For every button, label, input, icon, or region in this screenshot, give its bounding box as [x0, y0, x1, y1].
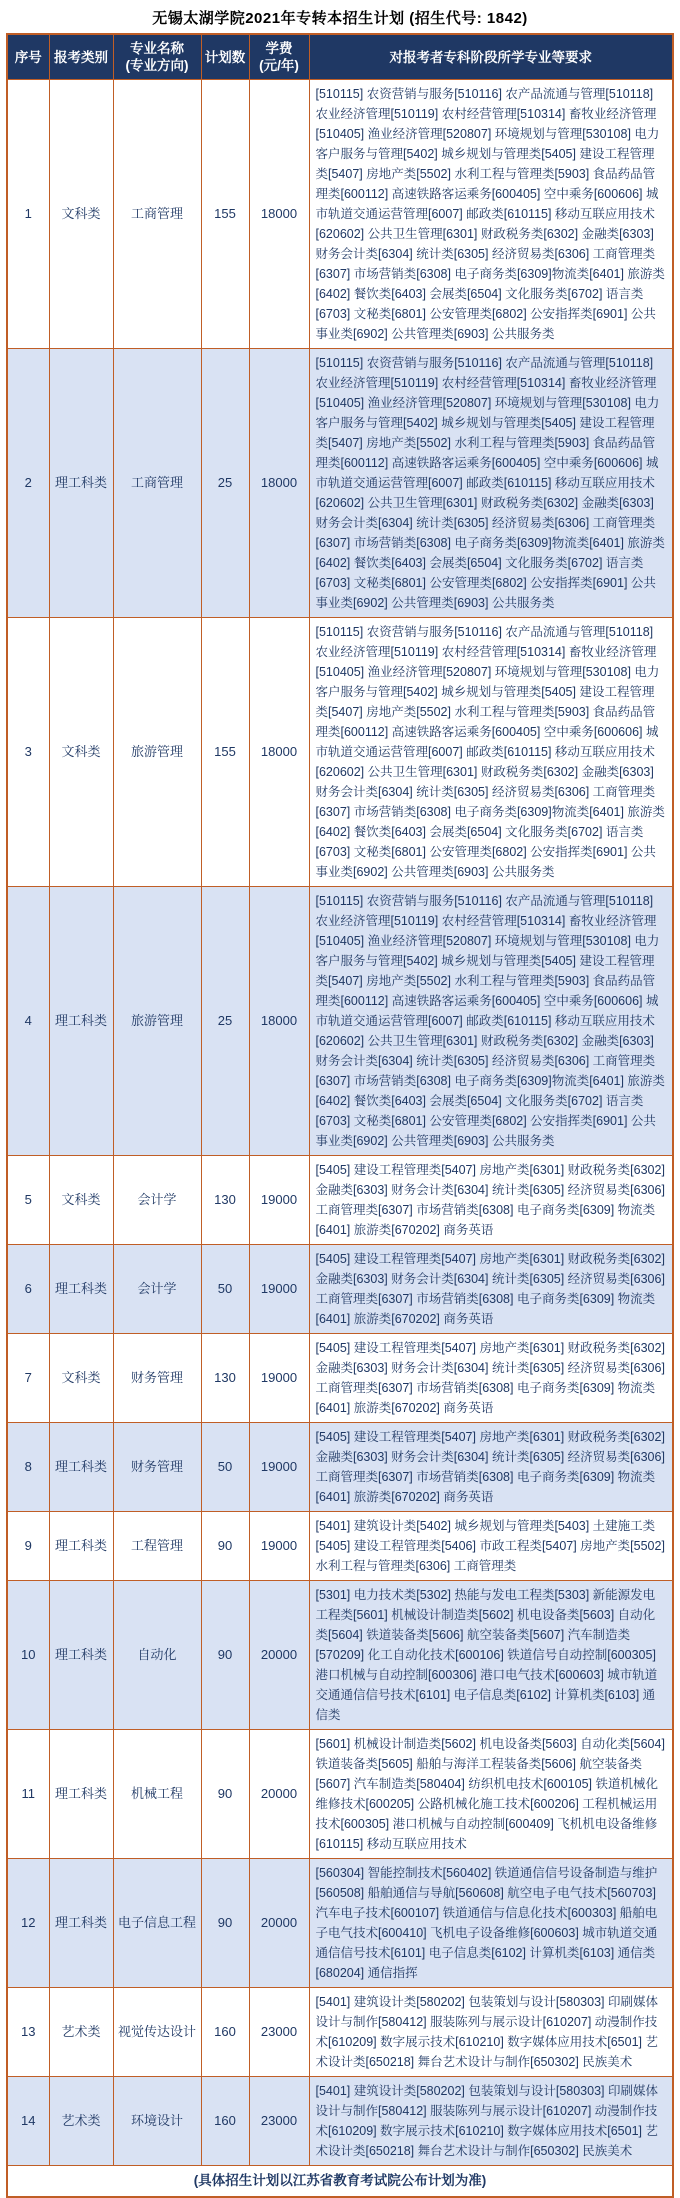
tuition-cell: 18000 [249, 80, 309, 349]
tuition-cell: 18000 [249, 618, 309, 887]
table-row [7, 618, 673, 887]
tuition-cell: 19000 [249, 1156, 309, 1245]
requirements-cell: [510115] 农资营销与服务[510116] 农产品流通与管理[510118] 农业经济管理[510119] 农村经营管理[510314] 畜牧业经济管理[510405] 渔业经济管理[520807] 环境规划与管理[530108] 电力客户服务与管理[5402] 城乡规划与管理类[5405] 建设工程管理类[5407] 房地产类[5502] 水利工程与管理类[5903] 食品药品管理类[600112] 高速铁路客运乘务[600405] 空中乘务[600606] 城市轨道交通运营管理[6007] 邮政类[610115] 移动互联应用技术[620602] 公共卫生管理[6301] 财政税务类[6302] 金融类[6303] 财务会计类[6304] 统计类[6305] 经济贸易类[6306] 工商管理类[6307] 市场营销类[6308] 电子商务类[6309]物流类[6401] 旅游类[6402] 餐饮类[6403] 会展类[6504] 文化服务类[6702] 语言类[6703] 文秘类[6801] 公安管理类[6802] 公安指挥类[6901] 公共事业类[6902] 公共管理类[6903] 公共服务类 [309, 618, 673, 887]
plan-count-cell: 155 [201, 618, 249, 887]
header-no: 序号 [7, 34, 49, 80]
plan-count-cell: 130 [201, 1334, 249, 1423]
major-cell: 机械工程 [113, 1730, 201, 1859]
header-plan: 计划数 [201, 34, 249, 80]
row-number: 10 [7, 1581, 49, 1730]
requirements-cell: [510115] 农资营销与服务[510116] 农产品流通与管理[510118] 农业经济管理[510119] 农村经营管理[510314] 畜牧业经济管理[510405] 渔业经济管理[520807] 环境规划与管理[530108] 电力客户服务与管理[5402] 城乡规划与管理类[5405] 建设工程管理类[5407] 房地产类[5502] 水利工程与管理类[5903] 食品药品管理类[600112] 高速铁路客运乘务[600405] 空中乘务[600606] 城市轨道交通运营管理[6007] 邮政类[610115] 移动互联应用技术[620602] 公共卫生管理[6301] 财政税务类[6302] 金融类[6303] 财务会计类[6304] 统计类[6305] 经济贸易类[6306] 工商管理类[6307] 市场营销类[6308] 电子商务类[6309]物流类[6401] 旅游类[6402] 餐饮类[6403] 会展类[6504] 文化服务类[6702] 语言类[6703] 文秘类[6801] 公安管理类[6802] 公安指挥类[6901] 公共事业类[6902] 公共管理类[6903] 公共服务类 [309, 887, 673, 1156]
row-number: 13 [7, 1988, 49, 2077]
table-row [7, 1156, 673, 1245]
row-number: 9 [7, 1512, 49, 1581]
requirements-cell: [5601] 机械设计制造类[5602] 机电设备类[5603] 自动化类[5604] 铁道装备类[5605] 船舶与海洋工程装备类[5606] 航空装备类[5607] 汽车制造类[580404] 纺织机电技术[600105] 铁道机械化维修技术[600205] 公路机械化施工技术[600206] 工程机械运用技术[600305] 港口机械与自动控制[600409] 飞机机电设备维修[610115] 移动互联应用技术 [309, 1730, 673, 1859]
requirements-cell: [510115] 农资营销与服务[510116] 农产品流通与管理[510118] 农业经济管理[510119] 农村经营管理[510314] 畜牧业经济管理[510405] 渔业经济管理[520807] 环境规划与管理[530108] 电力客户服务与管理[5402] 城乡规划与管理类[5405] 建设工程管理类[5407] 房地产类[5502] 水利工程与管理类[5903] 食品药品管理类[600112] 高速铁路客运乘务[600405] 空中乘务[600606] 城市轨道交通运营管理[6007] 邮政类[610115] 移动互联应用技术[620602] 公共卫生管理[6301] 财政税务类[6302] 金融类[6303] 财务会计类[6304] 统计类[6305] 经济贸易类[6306] 工商管理类[6307] 市场营销类[6308] 电子商务类[6309]物流类[6401] 旅游类[6402] 餐饮类[6403] 会展类[6504] 文化服务类[6702] 语言类[6703] 文秘类[6801] 公安管理类[6802] 公安指挥类[6901] 公共事业类[6902] 公共管理类[6903] 公共服务类 [309, 349, 673, 618]
tuition-cell: 18000 [249, 349, 309, 618]
plan-count-cell: 50 [201, 1423, 249, 1512]
table-row [7, 1581, 673, 1730]
major-cell: 视觉传达设计 [113, 1988, 201, 2077]
tuition-cell: 23000 [249, 1988, 309, 2077]
plan-count-cell: 155 [201, 80, 249, 349]
header-major-line2: (专业方向) [125, 58, 189, 73]
table-row [7, 1334, 673, 1423]
major-cell: 财务管理 [113, 1334, 201, 1423]
table-row [7, 1423, 673, 1512]
major-cell: 工商管理 [113, 80, 201, 349]
row-number: 12 [7, 1859, 49, 1988]
row-number: 8 [7, 1423, 49, 1512]
tuition-cell: 20000 [249, 1730, 309, 1859]
row-number: 1 [7, 80, 49, 349]
category-cell: 艺术类 [49, 1988, 113, 2077]
tuition-cell: 20000 [249, 1581, 309, 1730]
tuition-cell: 19000 [249, 1334, 309, 1423]
major-cell: 会计学 [113, 1156, 201, 1245]
table-row [7, 80, 673, 349]
category-cell: 理工科类 [49, 887, 113, 1156]
requirements-cell: [5405] 建设工程管理类[5407] 房地产类[6301] 财政税务类[6302] 金融类[6303] 财务会计类[6304] 统计类[6305] 经济贸易类[6306] 工商管理类[6307] 市场营销类[6308] 电子商务类[6309] 物流类[6401] 旅游类[670202] 商务英语 [309, 1423, 673, 1512]
table-row [7, 1245, 673, 1334]
requirements-cell: [5401] 建筑设计类[5402] 城乡规划与管理类[5403] 土建施工类[5405] 建设工程管理类[5406] 市政工程类[5407] 房地产类[5502] 水利工程与管理类[6306] 工商管理类 [309, 1512, 673, 1581]
header-tuition [249, 34, 309, 80]
plan-count-cell: 25 [201, 887, 249, 1156]
row-number: 4 [7, 887, 49, 1156]
row-number: 11 [7, 1730, 49, 1859]
plan-count-cell: 25 [201, 349, 249, 618]
row-number: 2 [7, 349, 49, 618]
row-number: 7 [7, 1334, 49, 1423]
category-cell: 理工科类 [49, 349, 113, 618]
requirements-cell: [5401] 建筑设计类[580202] 包装策划与设计[580303] 印刷媒体设计与制作[580412] 服装陈列与展示设计[610207] 动漫制作技术[610209] 数字展示技术[610210] 数字媒体应用技术[6501] 艺术设计类[650218] 舞台艺术设计与制作[650302] 民族美术 [309, 2077, 673, 2166]
major-cell: 电子信息工程 [113, 1859, 201, 1988]
requirements-cell: [5405] 建设工程管理类[5407] 房地产类[6301] 财政税务类[6302] 金融类[6303] 财务会计类[6304] 统计类[6305] 经济贸易类[6306] 工商管理类[6307] 市场营销类[6308] 电子商务类[6309] 物流类[6401] 旅游类[670202] 商务英语 [309, 1156, 673, 1245]
table-row [7, 1512, 673, 1581]
header-requirements: 对报考者专科阶段所学专业等要求 [309, 34, 673, 80]
tuition-cell: 19000 [249, 1245, 309, 1334]
row-number: 6 [7, 1245, 49, 1334]
category-cell: 文科类 [49, 80, 113, 349]
header-major-line1: 专业名称 [130, 41, 184, 56]
table-row [7, 1859, 673, 1988]
row-number: 5 [7, 1156, 49, 1245]
header-tuition-line1: 学费 [265, 41, 293, 56]
footer-row [7, 2166, 673, 2198]
major-cell: 工程管理 [113, 1512, 201, 1581]
category-cell: 理工科类 [49, 1859, 113, 1988]
plan-count-cell: 90 [201, 1730, 249, 1859]
row-number: 14 [7, 2077, 49, 2166]
category-cell: 文科类 [49, 1334, 113, 1423]
category-cell: 理工科类 [49, 1581, 113, 1730]
tuition-cell: 19000 [249, 1512, 309, 1581]
plan-count-cell: 90 [201, 1859, 249, 1988]
tuition-cell: 19000 [249, 1423, 309, 1512]
table-row [7, 1988, 673, 2077]
category-cell: 艺术类 [49, 2077, 113, 2166]
major-cell: 环境设计 [113, 2077, 201, 2166]
plan-count-cell: 90 [201, 1581, 249, 1730]
major-cell: 会计学 [113, 1245, 201, 1334]
plan-count-cell: 160 [201, 1988, 249, 2077]
category-cell: 理工科类 [49, 1512, 113, 1581]
footer-note: (具体招生计划以江苏省教育考试院公布计划为准) [7, 2166, 673, 2198]
plan-count-cell: 90 [201, 1512, 249, 1581]
requirements-cell: [560304] 智能控制技术[560402] 铁道通信信号设备制造与维护[560508] 船舶通信与导航[560608] 航空电子电气技术[560703] 汽车电子技术[600107] 铁道通信与信息化技术[600303] 船舶电子电气技术[600410] 飞机电子设备维修[600603] 城市轨道交通通信信号技术[6101] 电子信息类[6102] 计算机类[6103] 通信类[680204] 通信指挥 [309, 1859, 673, 1988]
table-row [7, 887, 673, 1156]
header-row [7, 34, 673, 80]
major-cell: 旅游管理 [113, 618, 201, 887]
category-cell: 理工科类 [49, 1730, 113, 1859]
major-cell: 工商管理 [113, 349, 201, 618]
plan-count-cell: 130 [201, 1156, 249, 1245]
category-cell: 文科类 [49, 1156, 113, 1245]
requirements-cell: [5401] 建筑设计类[580202] 包装策划与设计[580303] 印刷媒体设计与制作[580412] 服装陈列与展示设计[610207] 动漫制作技术[610209] 数字展示技术[610210] 数字媒体应用技术[6501] 艺术设计类[650218] 舞台艺术设计与制作[650302] 民族美术 [309, 1988, 673, 2077]
requirements-cell: [5405] 建设工程管理类[5407] 房地产类[6301] 财政税务类[6302] 金融类[6303] 财务会计类[6304] 统计类[6305] 经济贸易类[6306] 工商管理类[6307] 市场营销类[6308] 电子商务类[6309] 物流类[6401] 旅游类[670202] 商务英语 [309, 1245, 673, 1334]
table-row [7, 2077, 673, 2166]
requirements-cell: [5405] 建设工程管理类[5407] 房地产类[6301] 财政税务类[6302] 金融类[6303] 财务会计类[6304] 统计类[6305] 经济贸易类[6306] 工商管理类[6307] 市场营销类[6308] 电子商务类[6309] 物流类[6401] 旅游类[670202] 商务英语 [309, 1334, 673, 1423]
category-cell: 理工科类 [49, 1245, 113, 1334]
header-category: 报考类别 [49, 34, 113, 80]
tuition-cell: 18000 [249, 887, 309, 1156]
category-cell: 理工科类 [49, 1423, 113, 1512]
table-row [7, 1730, 673, 1859]
page-title: 无锡太湖学院2021年专转本招生计划 (招生代号: 1842) [152, 10, 528, 27]
requirements-cell: [510115] 农资营销与服务[510116] 农产品流通与管理[510118] 农业经济管理[510119] 农村经营管理[510314] 畜牧业经济管理[510405] 渔业经济管理[520807] 环境规划与管理[530108] 电力客户服务与管理[5402] 城乡规划与管理类[5405] 建设工程管理类[5407] 房地产类[5502] 水利工程与管理类[5903] 食品药品管理类[600112] 高速铁路客运乘务[600405] 空中乘务[600606] 城市轨道交通运营管理[6007] 邮政类[610115] 移动互联应用技术[620602] 公共卫生管理[6301] 财政税务类[6302] 金融类[6303] 财务会计类[6304] 统计类[6305] 经济贸易类[6306] 工商管理类[6307] 市场营销类[6308] 电子商务类[6309]物流类[6401] 旅游类[6402] 餐饮类[6403] 会展类[6504] 文化服务类[6702] 语言类[6703] 文秘类[6801] 公安管理类[6802] 公安指挥类[6901] 公共事业类[6902] 公共管理类[6903] 公共服务类 [309, 80, 673, 349]
admissions-table [6, 33, 674, 2198]
table-row [7, 349, 673, 618]
header-tuition-line2: (元/年) [259, 58, 299, 73]
tuition-cell: 20000 [249, 1859, 309, 1988]
major-cell: 财务管理 [113, 1423, 201, 1512]
major-cell: 旅游管理 [113, 887, 201, 1156]
row-number: 3 [7, 618, 49, 887]
tuition-cell: 23000 [249, 2077, 309, 2166]
header-major [113, 34, 201, 80]
requirements-cell: [5301] 电力技术类[5302] 热能与发电工程类[5303] 新能源发电工程类[5601] 机械设计制造类[5602] 机电设备类[5603] 自动化类[5604] 铁道装备类[5606] 航空装备类[5607] 汽车制造类[570209] 化工自动化技术[600106] 铁道信号自动控制[600305] 港口机械与自动控制[600306] 港口电气技术[600603] 城市轨道交通通信信号技术[6101] 电子信息类[6102] 计算机类[6103] 通信类 [309, 1581, 673, 1730]
plan-count-cell: 160 [201, 2077, 249, 2166]
category-cell: 文科类 [49, 618, 113, 887]
plan-count-cell: 50 [201, 1245, 249, 1334]
major-cell: 自动化 [113, 1581, 201, 1730]
